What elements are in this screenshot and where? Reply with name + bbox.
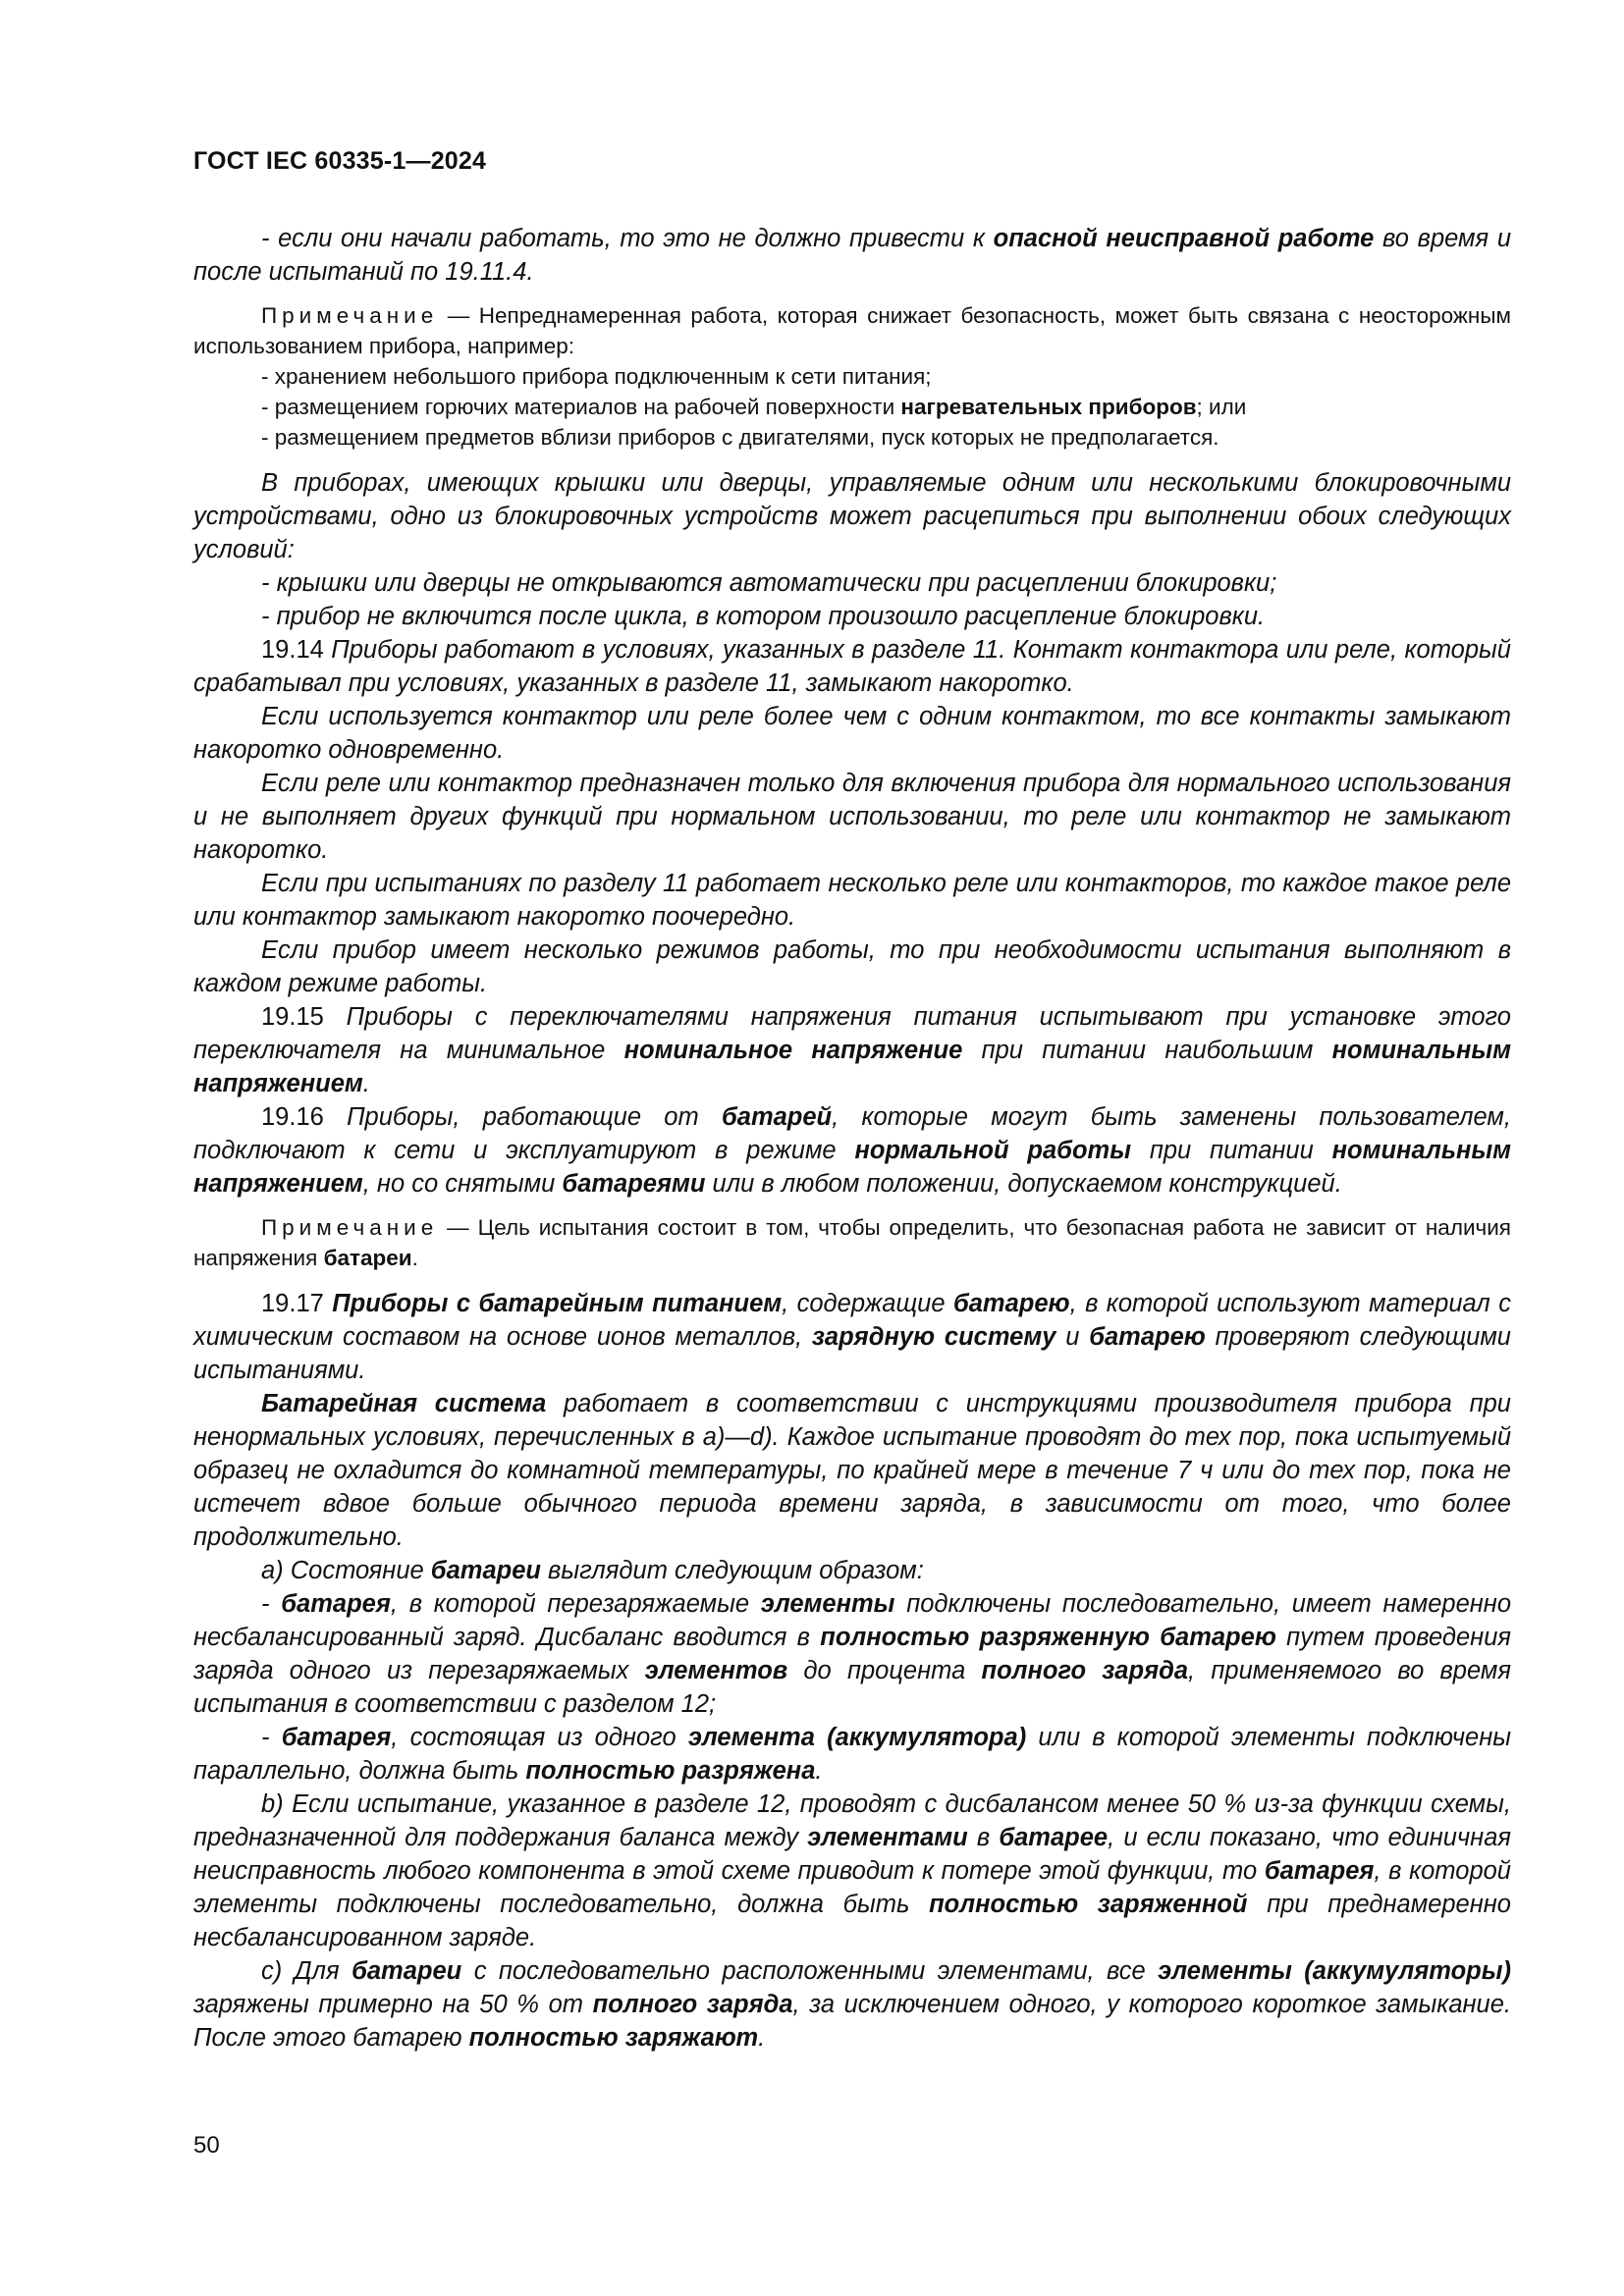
term-bold: номинальным напряжением bbox=[193, 1037, 1512, 1097]
text-run: до процента bbox=[787, 1657, 982, 1684]
list-item-b bbox=[193, 1788, 1511, 1954]
note-list-item: - размещением предметов вблизи приборов с двигателями, пуск которых не предполагается. bbox=[261, 425, 1219, 450]
term-bold: батарею bbox=[952, 1290, 1070, 1317]
text-run: заряжены примерно на 50 % от bbox=[193, 1991, 593, 2018]
text-run: , и если показано, что единичная неисправность любого компонента в этой схеме приводит к потере этой функции, то bbox=[193, 1824, 1511, 1885]
text-run: , которые могут быть заменены пользователем, подключают к сети и эксплуатируют в режиме bbox=[193, 1103, 1511, 1164]
text-run: , содержащие bbox=[782, 1290, 953, 1317]
term-bold: элементы bbox=[760, 1590, 895, 1618]
text-run: - bbox=[261, 1590, 282, 1618]
note-text: — Цель испытания состоит в том, чтобы определить, что безопасная работа не зависит от наличия напряжения bbox=[193, 1215, 1511, 1270]
page-body bbox=[193, 222, 1511, 2055]
text-run: , состоящая из одного bbox=[391, 1724, 688, 1751]
paragraph: Если реле или контактор предназначен только для включения прибора для нормального использования и не выполняет других функций при нормальном использовании, то реле или контактор не замыкают накоротко. bbox=[193, 770, 1511, 864]
text-run: , за исключением одного, у которого короткое замыкание. После этого батарею bbox=[193, 1991, 1511, 2052]
text-run: . bbox=[758, 2024, 766, 2052]
term-bold: Приборы с батарейным питанием bbox=[332, 1290, 783, 1317]
term-bold: полностью заряжают bbox=[468, 2024, 759, 2052]
term-bold: элементов bbox=[644, 1657, 788, 1684]
note-label: Примечание bbox=[261, 1215, 439, 1240]
note-paragraph bbox=[193, 300, 1511, 361]
paragraph: Если прибор имеет несколько режимов работы, то при необходимости испытания выполняют в каждом режиме работы. bbox=[193, 936, 1511, 997]
note-list-item bbox=[193, 392, 1511, 422]
term-bold: номинальное напряжение bbox=[623, 1037, 963, 1064]
paragraph bbox=[193, 222, 1511, 289]
clause-19-14 bbox=[193, 633, 1511, 700]
term-bold: нагревательных приборов bbox=[900, 395, 1197, 419]
term-bold: батарея bbox=[1264, 1857, 1375, 1885]
term-bold: элементы (аккумуляторы) bbox=[1158, 1957, 1511, 1985]
text-run: , но со снятыми bbox=[362, 1170, 563, 1198]
clause-19-16 bbox=[193, 1100, 1511, 1201]
text-run: с последовательно расположенными элементами, все bbox=[461, 1957, 1159, 1985]
paragraph: В приборах, имеющих крышки или дверцы, управляемые одним или несколькими блокировочными устройствами, одно из блокировочных устройств может расцепиться при выполнении обоих следующих условий: bbox=[193, 469, 1511, 563]
text-run: . bbox=[362, 1070, 370, 1097]
text-run: с) Для bbox=[261, 1957, 352, 1985]
text-run: b) Если испытание, указанное в разделе 12, проводят с дисбалансом менее 50 % из-за функции схемы, предназначенной для поддержания баланса между bbox=[193, 1790, 1511, 1851]
term-bold: батареи bbox=[323, 1246, 412, 1270]
text-run: при питании bbox=[1131, 1137, 1332, 1164]
text-run: путем проведения заряда одного из перезаряжаемых bbox=[193, 1624, 1512, 1684]
text-run: - если они начали работать, то это не должно привести к bbox=[261, 225, 994, 252]
paragraph: - прибор не включится после цикла, в котором произошло расцепление блокировки. bbox=[261, 603, 1266, 630]
clause-19-15 bbox=[193, 1000, 1511, 1100]
text-run: Приборы с переключателями напряжения питания испытывают при установке этого переключателя на минимальное bbox=[193, 1003, 1511, 1064]
term-bold: батареями bbox=[562, 1170, 706, 1198]
text-run: при питании наибольшим bbox=[962, 1037, 1332, 1064]
term-bold: батарея bbox=[281, 1724, 392, 1751]
list-item-a bbox=[193, 1554, 1511, 1587]
text-run: , в которой перезаряжаемые bbox=[390, 1590, 761, 1618]
clause-19-17 bbox=[193, 1287, 1511, 1387]
clause-number: 19.16 bbox=[261, 1103, 348, 1131]
term-bold: Батарейная система bbox=[261, 1390, 547, 1417]
term-bold: полностью заряженной bbox=[929, 1891, 1248, 1918]
text-run: подключены последовательно, имеет намеренно несбалансированный заряд. Дисбаланс вводится в bbox=[193, 1590, 1511, 1651]
text-run: - bbox=[261, 1724, 282, 1751]
list-item-c bbox=[193, 1954, 1511, 2055]
term-bold: батарею bbox=[1089, 1323, 1206, 1351]
term-bold: батарее bbox=[999, 1824, 1109, 1851]
text-run: а) Состояние bbox=[261, 1557, 431, 1584]
list-subitem bbox=[193, 1587, 1511, 1721]
document-id-header: ГОСТ IEC 60335-1—2024 bbox=[193, 147, 487, 175]
paragraph bbox=[193, 1387, 1511, 1554]
term-bold: зарядную систему bbox=[811, 1323, 1056, 1351]
paragraph: Если используется контактор или реле более чем с одним контактом, то все контакты замыкают накоротко одновременно. bbox=[193, 703, 1511, 764]
term-bold: нормальной работы bbox=[854, 1137, 1131, 1164]
note-list-item: - хранением небольшого прибора подключенным к сети питания; bbox=[261, 364, 932, 389]
text-run: , применяемого во время испытания в соответствии с разделом 12; bbox=[193, 1657, 1511, 1718]
text-run: , в которой используют материал с химическим составом на основе ионов металлов, bbox=[193, 1290, 1511, 1351]
note-text: — Непреднамеренная работа, которая снижает безопасность, может быть связана с неосторожным использованием прибора, например: bbox=[193, 303, 1511, 358]
term-bold: полностью разряженную батарею bbox=[820, 1624, 1276, 1651]
clause-number: 19.15 bbox=[261, 1003, 347, 1031]
text-run: , в которой элементы подключены последовательно, должна быть bbox=[193, 1857, 1511, 1918]
text-run: или в любом положении, допускаемом конструкцией. bbox=[705, 1170, 1342, 1198]
text-run: . bbox=[815, 1757, 823, 1785]
term-bold: номинальным напряжением bbox=[193, 1137, 1512, 1198]
note-paragraph bbox=[193, 1212, 1511, 1273]
text-run: или в которой элементы подключены параллельно, должна быть bbox=[193, 1724, 1511, 1785]
text-run: - размещением горючих материалов на рабочей поверхности bbox=[261, 395, 901, 419]
term-bold: полного заряда bbox=[981, 1657, 1189, 1684]
term-bold: батарей bbox=[721, 1103, 833, 1131]
term-bold: элемента (аккумулятора) bbox=[687, 1724, 1027, 1751]
clause-number: 19.14 bbox=[261, 636, 332, 664]
page-number: 50 bbox=[193, 2132, 220, 2159]
term-bold: элементами bbox=[807, 1824, 968, 1851]
term-bold: батареи bbox=[430, 1557, 541, 1584]
text-run: проверяют следующими испытаниями. bbox=[193, 1323, 1511, 1384]
note-label: Примечание bbox=[261, 303, 439, 328]
text-run: выглядит следующим образом: bbox=[540, 1557, 924, 1584]
text-run: при преднамеренно несбалансированном заряде. bbox=[193, 1891, 1511, 1951]
text-run: Приборы, работающие от bbox=[347, 1103, 722, 1131]
term-bold: полного заряда bbox=[592, 1991, 793, 2018]
text-run: ; или bbox=[1196, 395, 1247, 419]
text-run: во время и после испытаний по 19.11.4. bbox=[193, 225, 1511, 286]
text-run: . bbox=[411, 1246, 418, 1270]
term-bold: опасной неисправной работе bbox=[993, 225, 1375, 252]
term-bold: батареи bbox=[352, 1957, 462, 1985]
text-run: и bbox=[1056, 1323, 1090, 1351]
text-run: в bbox=[967, 1824, 1000, 1851]
text-run: работает в соответствии с инструкциями производителя прибора при ненормальных условиях, перечисленных в а)—d). Каждое испытание проводят до тех пор, пока испытуемый образец не охладится до комнатной температуры, по крайней мере в течение 7 ч или до тех пор, пока не истечет вдвое больше обычного периода времени заряда, в зависимости от того, что более продолжительно. bbox=[193, 1390, 1511, 1551]
text-run: Приборы работают в условиях, указанных в разделе 11. Контакт контактора или реле, который срабатывал при условиях, указанных в разделе 11, замыкают накоротко. bbox=[193, 636, 1511, 697]
clause-number: 19.17 bbox=[261, 1290, 333, 1317]
paragraph: - крышки или дверцы не открываются автоматически при расцеплении блокировки; bbox=[261, 569, 1277, 597]
term-bold: батарея bbox=[281, 1590, 391, 1618]
term-bold: полностью разряжена bbox=[525, 1757, 816, 1785]
paragraph: Если при испытаниях по разделу 11 работает несколько реле или контакторов, то каждое такое реле или контактор замыкают накоротко поочередно. bbox=[193, 870, 1511, 931]
list-subitem bbox=[193, 1721, 1511, 1788]
